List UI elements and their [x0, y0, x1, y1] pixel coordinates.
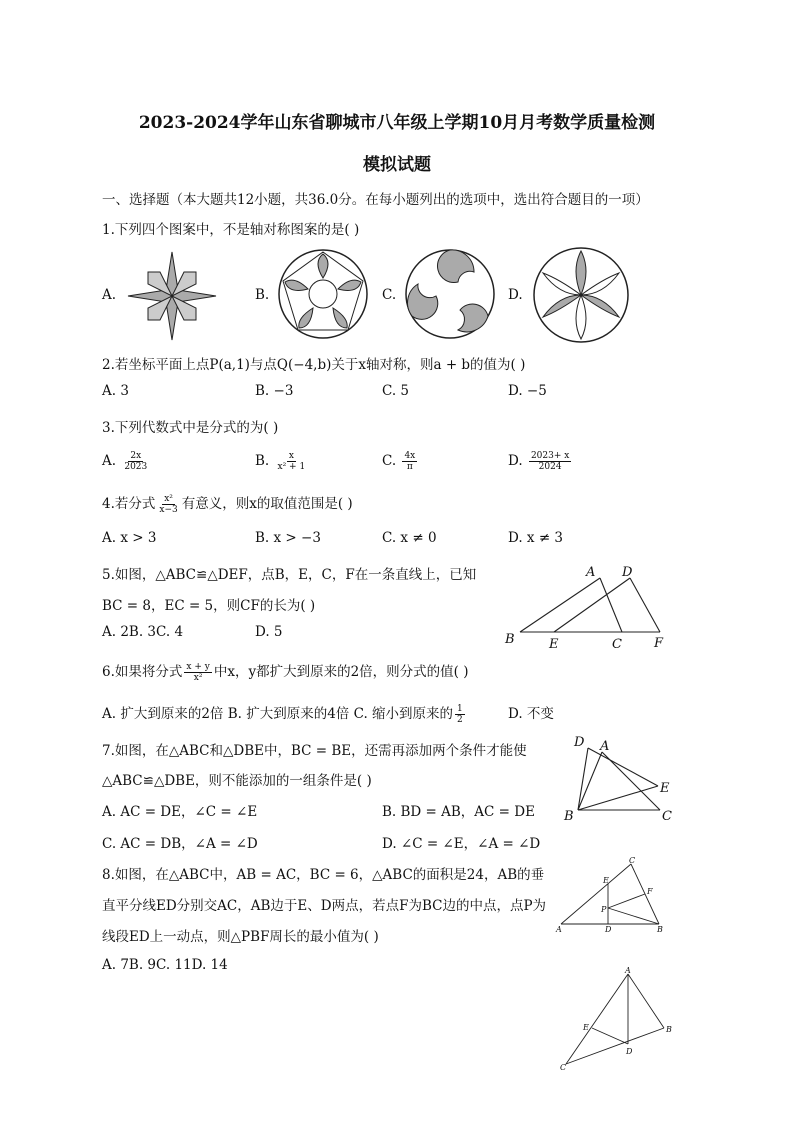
q2-option-c: C. 5: [382, 383, 410, 399]
q4-stem-pre: 4.若分式: [102, 496, 156, 512]
fig9-label-a: A: [625, 966, 631, 975]
q1-figure-a-star: [126, 250, 218, 342]
q7-option-c: C. AC = DB，∠A = ∠D: [102, 836, 258, 852]
q5-label-f: F: [654, 636, 664, 651]
q7-figure: [560, 732, 680, 828]
q6-stem: [102, 660, 468, 683]
q7-option-a: A. AC = DE，∠C = ∠E: [102, 804, 258, 820]
q8-label-e: E: [603, 876, 609, 885]
q4-option-b: B. x > −3: [255, 530, 321, 546]
q5-line2: BC = 8，EC = 5，则CF的长为( ): [102, 598, 316, 614]
q8-label-b: B: [657, 925, 663, 934]
q8-label-a: A: [556, 925, 562, 934]
fig9-label-c: C: [560, 1063, 567, 1072]
q7-line2: △ABC≌△DBE，则不能添加的一组条件是( ): [102, 773, 372, 789]
q8-line1: 8.如图，在△ABC中，AB = AC，BC = 6，△ABC的面积是24，AB的垂: [102, 867, 545, 883]
q3-frac-a: [122, 451, 149, 472]
section-heading: 一、选择题（本大题共12小题，共36.0分。在每小题列出的选项中，选出符合题目的一项）: [102, 192, 649, 208]
q3-frac-b: [276, 451, 308, 472]
q3-option-d: [508, 451, 573, 472]
q2-option-d: D. −5: [508, 383, 547, 399]
q4-stem-post: 有意义，则x的取值范围是( ): [181, 496, 353, 512]
q1-label-b: B.: [255, 287, 270, 303]
fig9-label-e: E: [583, 1023, 589, 1032]
paper-title-line1: 2023-2024学年山东省聊城市八年级上学期10月月考数学质量检测: [138, 113, 656, 133]
fig9-label-b: B: [666, 1025, 672, 1034]
q1-figure-c-swirl: [404, 248, 496, 340]
q6-option-d: D. 不变: [508, 706, 554, 722]
q6-frac-num: x + y: [186, 662, 210, 672]
q7-label-a: A: [600, 739, 610, 754]
q3-frac-c-num: 4x: [404, 451, 416, 461]
q3-label-c: C.: [382, 453, 397, 469]
q3-stem: 3.下列代数式中是分式的为( ): [102, 420, 279, 436]
q5-label-b: B: [505, 632, 515, 647]
q3-frac-d-den: 2024: [538, 462, 562, 472]
q1-stem: 1.下列四个图案中，不是轴对称图案的是( ): [102, 222, 360, 238]
q4-option-a: A. x > 3: [102, 530, 157, 546]
q5-label-a: A: [586, 565, 596, 580]
q4-stem: [102, 492, 353, 515]
q8-options: A. 7B. 9C. 11D. 14: [102, 957, 228, 973]
q4-option-d: D. x ≠ 3: [508, 530, 564, 546]
q5-label-e: E: [549, 637, 559, 652]
q6-half-den: 2: [457, 715, 463, 725]
q7-label-d: D: [574, 735, 585, 750]
q3-frac-c: [402, 451, 417, 472]
q6-frac: [184, 662, 211, 683]
q5-label-c: C: [612, 637, 622, 652]
q3-option-b: [255, 451, 309, 472]
q7-line1: 7.如图，在△ABC和△DBE中，BC = BE，还需再添加两个条件才能使: [102, 743, 527, 759]
q3-frac-d-num: 2023+ x: [530, 451, 570, 461]
q2-stem: 2.若坐标平面上点P(a,1)与点Q(−4,b)关于x轴对称，则a + b的值为( ): [102, 357, 526, 373]
q4-frac: [157, 494, 179, 515]
q6-half-num: 1: [457, 704, 463, 714]
q3-frac-a-den: 2023: [124, 462, 148, 472]
q8-label-p: P: [601, 905, 607, 914]
q1-label-a: A.: [102, 287, 117, 303]
q6-stem-pre: 6.如果将分式: [102, 664, 183, 680]
q3-label-b: B.: [255, 453, 270, 469]
q5-option-d: D. 5: [255, 624, 283, 640]
q1-label-d: D.: [508, 287, 523, 303]
q2-option-b: B. −3: [255, 383, 294, 399]
q8-figure: [553, 856, 673, 938]
q8-line3: 线段ED上一动点，则△PBF周长的最小值为( ): [102, 929, 379, 945]
q6-frac-den: x²: [193, 673, 203, 683]
q6-stem-post: 中x，y都扩大到原来的2倍，则分式的值( ): [213, 664, 469, 680]
q3-label-d: D.: [508, 453, 523, 469]
q7-option-d: D. ∠C = ∠E，∠A = ∠D: [382, 836, 541, 852]
q3-frac-a-num: 2x: [130, 451, 142, 461]
q6-options-abc: [102, 702, 467, 725]
q8-label-c: C: [629, 856, 636, 865]
fig9-label-d: D: [626, 1047, 633, 1056]
q8-label-f: F: [647, 887, 653, 896]
q7-label-e: E: [660, 781, 670, 796]
q1-label-c: C.: [382, 287, 397, 303]
q3-option-c: [382, 451, 419, 472]
q5-label-d: D: [622, 565, 633, 580]
q7-label-b: B: [564, 809, 574, 824]
q6-options-abc-text: A. 扩大到原来的2倍 B. 扩大到原来的4倍 C. 缩小到原来的: [102, 706, 454, 722]
q5-options-abc: A. 2B. 3C. 4: [102, 624, 184, 640]
q4-frac-num: x²: [164, 494, 173, 504]
q6-half-frac: [455, 704, 465, 725]
q3-option-a: [102, 451, 151, 472]
q7-label-c: C: [662, 809, 672, 824]
q2-option-a: A. 3: [102, 383, 129, 399]
q3-frac-d: [529, 451, 571, 472]
q5-line1: 5.如图，△ABC≌△DEF，点B，E，C，F在一条直线上，已知: [102, 567, 477, 583]
q4-option-c: C. x ≠ 0: [382, 530, 437, 546]
q3-frac-b-num: x: [288, 451, 294, 461]
q3-frac-b-den: x² + 1: [277, 462, 306, 472]
q8-label-d: D: [605, 925, 612, 934]
q1-figure-d-petals: [531, 245, 631, 345]
q3-label-a: A.: [102, 453, 117, 469]
q5-figure: [500, 562, 680, 654]
figure-9: [556, 966, 686, 1074]
q3-frac-c-den: π: [406, 462, 413, 472]
paper-title-line2: 模拟试题: [363, 155, 431, 175]
q7-option-b: B. BD = AB，AC = DE: [382, 804, 535, 820]
q8-line2: 直平分线ED分别交AC，AB边于E、D两点，若点F为BC边的中点，点P为: [102, 898, 547, 914]
q4-frac-den: x−3: [159, 505, 178, 515]
q1-figure-b-flower: [277, 248, 369, 340]
